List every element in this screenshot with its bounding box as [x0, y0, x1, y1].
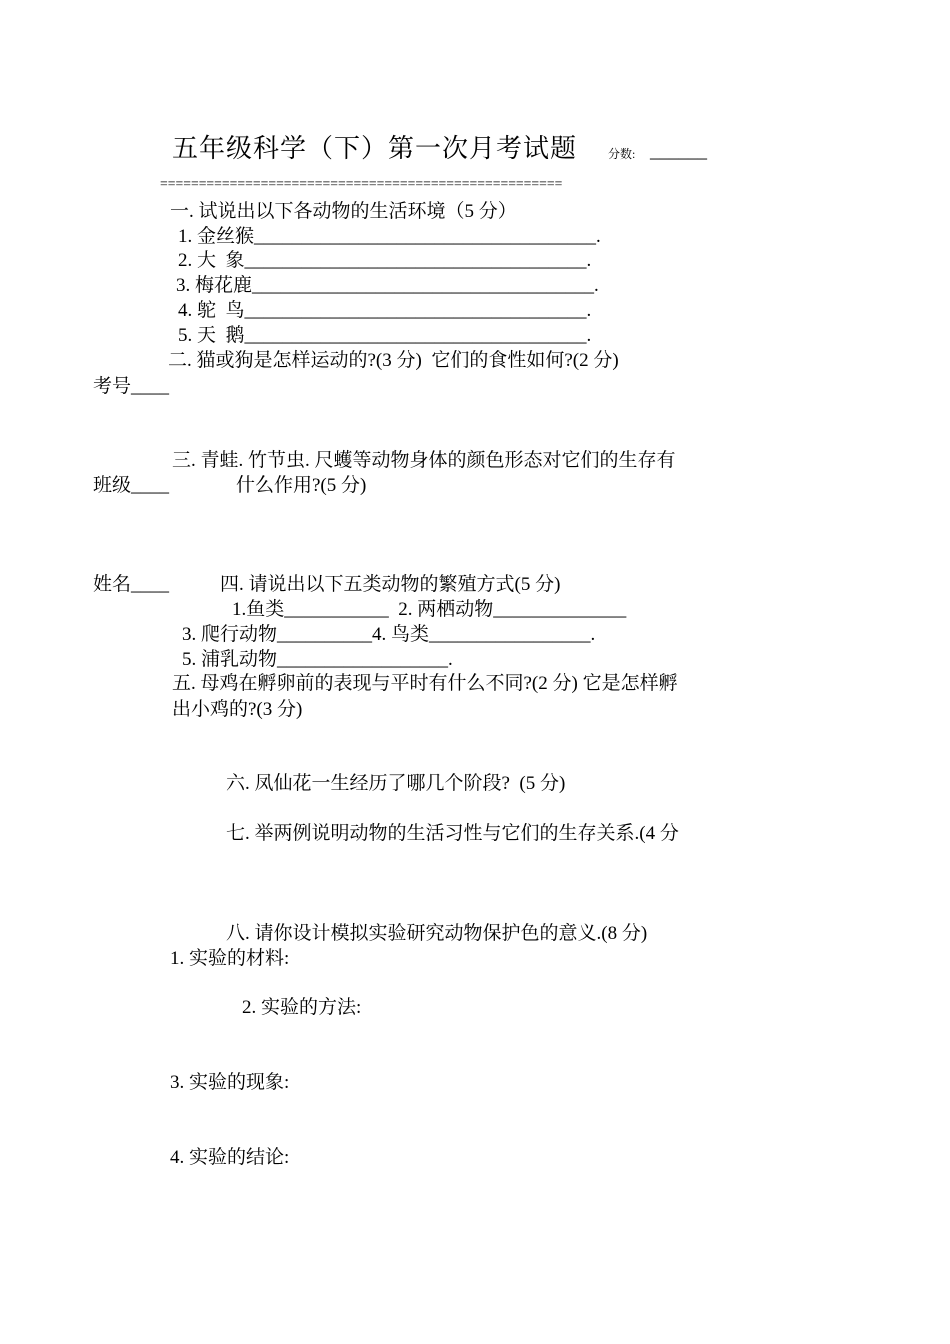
q6-heading: 六. 凤仙花一生经历了哪几个阶段? (5 分) — [226, 773, 566, 794]
score-blank: ______ — [650, 141, 707, 162]
q4-line-1: 1.鱼类___________ 2. 两栖动物______________ — [232, 599, 627, 620]
score-label: 分数: — [608, 147, 636, 161]
q5-line-1: 五. 母鸡在孵卵前的表现与平时有什么不同?(2 分) 它是怎样孵 — [172, 673, 678, 694]
q8-conclusion: 4. 实验的结论: — [170, 1147, 290, 1168]
q1-item-1: 1. 金丝猴____________________________________. — [178, 226, 601, 247]
q8-heading: 八. 请你设计模拟实验研究动物保护色的意义.(8 分) — [226, 923, 648, 944]
name-field: 姓名____ — [93, 574, 170, 595]
q8-materials: 1. 实验的材料: — [170, 948, 290, 969]
q1-item-5: 5. 天 鹅____________________________________. — [178, 325, 592, 346]
q2-heading: 二. 猫或狗是怎样运动的?(3 分) 它们的食性如何?(2 分) — [168, 350, 619, 371]
q1-item-3: 3. 梅花鹿____________________________________. — [176, 275, 599, 296]
exam-title: 五年级科学（下）第一次月考试题 — [172, 134, 578, 163]
q5-line-2: 出小鸡的?(3 分) — [172, 699, 303, 720]
class-field: 班级____ — [93, 475, 170, 496]
q3-line-1: 三. 青蛙. 竹节虫. 尺蠖等动物身体的颜色形态对它们的生存有 — [172, 450, 676, 471]
q1-heading: 一. 试说出以下各动物的生活环境（5 分） — [170, 201, 517, 222]
exam-number-field: 考号____ — [93, 376, 170, 397]
q4-heading: 四. 请说出以下五类动物的繁殖方式(5 分) — [220, 574, 561, 595]
q7-heading: 七. 举两例说明动物的生活习性与它们的生存关系.(4 分 — [226, 823, 679, 844]
q4-line-3: 5. 浦乳动物__________________. — [182, 649, 453, 670]
q1-item-4: 4. 鸵 鸟____________________________________. — [178, 300, 592, 321]
header-rule: ==================================================== — [160, 177, 563, 192]
q8-phenomenon: 3. 实验的现象: — [170, 1072, 290, 1093]
q4-line-2: 3. 爬行动物__________4. 鸟类_________________. — [182, 624, 596, 645]
q1-item-2: 2. 大 象____________________________________. — [178, 250, 592, 271]
q8-method: 2. 实验的方法: — [242, 997, 362, 1018]
q3-line-2: 什么作用?(5 分) — [236, 475, 367, 496]
